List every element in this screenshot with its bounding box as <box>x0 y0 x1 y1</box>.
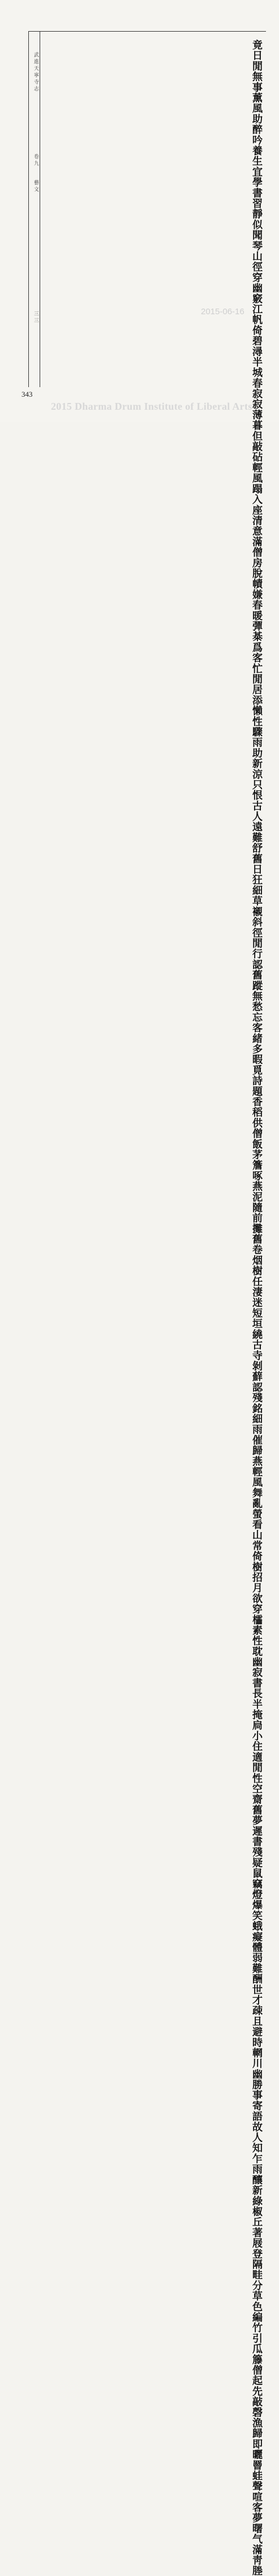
text-column: 短垣繞古寺剝蘚認殘銘細雨催歸燕輕風舞亂螢看山常倚樹招月欲穿櫺素性耽 <box>251 1308 263 1657</box>
text-column: 竟日閒無事薰風助醉吟養生宜學書習靜似聞琴山徑穿幽竅江帆倚碧潯半城春 <box>251 40 263 389</box>
volume-label: 卷九 <box>33 154 38 167</box>
date-stamp: 2015-06-16 <box>201 307 244 316</box>
text-column: 舊卷烟樹任淒迷 <box>251 1234 263 1308</box>
text-column: 幽寂書長半掩扃 <box>251 1656 263 1731</box>
text-column: 乍雨釀新綠椒丘著屐登隔畦分草色編竹引瓜籐僧起先敲磬漁歸即曬罾蛙聲喧 <box>251 2153 263 2503</box>
text-column: 客夢曙气滿靑塍 <box>251 2502 263 2576</box>
outer-left-rule <box>28 31 29 387</box>
text-column: 小住適閒性空齋舊夢遲書殘疑鼠竊燈爆笑蛾癡體弱難酬世才疎且避時輞川幽 <box>251 1731 263 2080</box>
book-title: 武進天寧寺志 <box>33 52 38 93</box>
text-column: 人遠難舒舊日狂 <box>251 811 263 886</box>
top-rule <box>28 31 266 32</box>
text-column: 細草襯斜徑閒行認舊蹤無愁忘客緒多暇覓詩題香稻供僧飯茅簷啄燕泥隨前攤 <box>251 885 263 1234</box>
section-label: 藝文 <box>33 180 38 193</box>
text-column: 勝事寄語故人知 <box>251 2079 263 2154</box>
chinese-page-number: 三三 <box>33 311 38 324</box>
text-column: 寂寂薄暮但敲砧 <box>251 388 263 463</box>
page-number: 343 <box>22 390 33 398</box>
text-column: 輕風蹋入座清意滿僧房脫幘嫌春暖彈棊爲客忙閒居添懶性驟雨助新涼只恨古 <box>251 462 263 812</box>
watermark: 2015 Dharma Drum Institute of Liberal Arts <box>51 401 252 412</box>
